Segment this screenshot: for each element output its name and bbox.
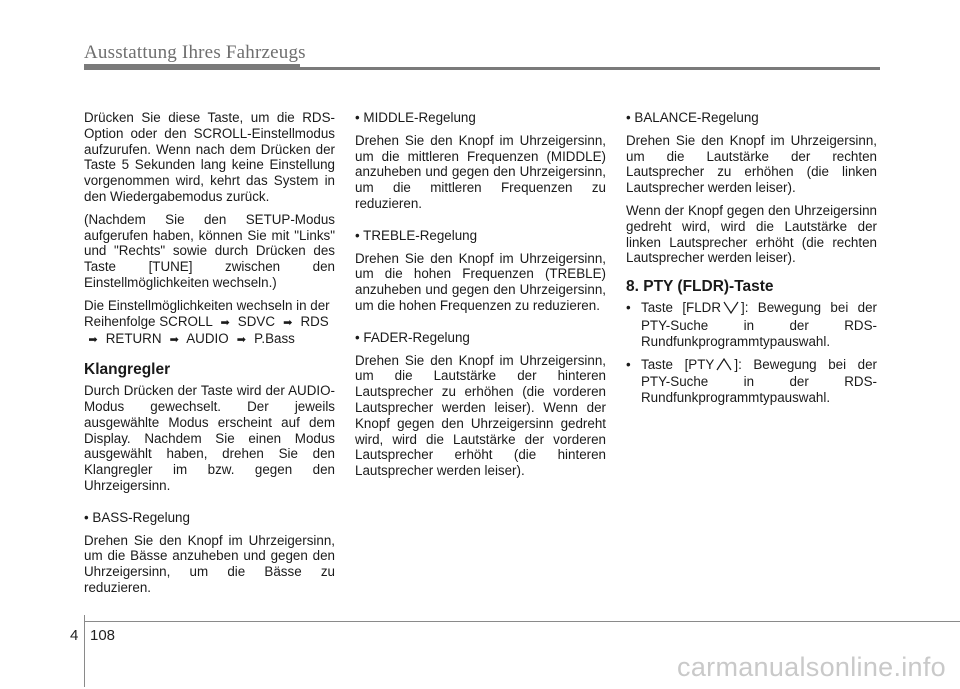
- footer-vertical-rule: [84, 615, 85, 687]
- column-middle: [355, 110, 606, 486]
- item-tail: ]: Bewegung bei der PTY-Suche in der RDS-Rundfunkprogrammtypauswahl.: [641, 356, 877, 406]
- pty-list: [626, 300, 877, 406]
- paragraph-balance-2: Wenn der Knopf gegen den Uhrzeigersinn gedreht wird, wird die Lautstärke der linken Lautsprecher erhöht (die rechten Lautsprecher werden leiser).: [626, 202, 877, 266]
- page-title: Ausstattung Ihres Fahrzeugs: [84, 42, 306, 63]
- item-tail: ]: Bewegung bei der PTY-Suche in der RDS-Rundfunkprogrammtypauswahl.: [641, 300, 877, 349]
- chevron-up-icon: [716, 358, 732, 375]
- chevron-down-icon: [723, 301, 739, 318]
- sequence-item: P.Bass: [254, 331, 295, 347]
- paragraph-middle: Drehen Sie den Knopf im Uhrzeigersinn, um die mittleren Frequenzen (MIDDLE) anzuheben und gegen den Uhrzeigersinn, um die mittleren Frequenzen zu reduzieren.: [355, 132, 606, 211]
- watermark: carmanualsonline.info: [677, 652, 946, 682]
- paragraph-setup-note: (Nachdem Sie den SETUP-Modus aufgerufen haben, können Sie mit "Links" und "Rechts" sowie durch Drücken des Taste [TUNE] zwischen den Einstellmöglichkeiten wechseln.): [84, 211, 335, 290]
- arrow-right-icon: ➡: [88, 334, 98, 347]
- label-treble: • TREBLE-Regelung: [355, 227, 478, 243]
- footer-horizontal-rule: [84, 621, 960, 622]
- bullet: •: [626, 356, 631, 372]
- label-middle: • MIDDLE-Regelung: [355, 110, 476, 125]
- paragraph-rds-intro: Drücken Sie diese Taste, um die RDS-Option oder den SCROLL-Einstellmodus aufzurufen. Wenn nach dem Drücken der Taste 5 Sekunden lang keine Einstellung vorgenommen wird, kehrt das System in den Wiedergabemodus zurück.: [84, 110, 335, 204]
- paragraph-bass: Drehen Sie den Knopf im Uhrzeigersinn, um die Bässe anzuheben und gegen den Uhrzeigersinn, um die Bässe zu reduzieren.: [84, 532, 335, 595]
- sequence-item: AUDIO: [186, 331, 229, 347]
- sequence-item: RETURN: [105, 331, 162, 347]
- sequence-item: RDS: [300, 313, 329, 329]
- paragraph-treble: Drehen Sie den Knopf im Uhrzeigersinn, um die hohen Frequenzen (TREBLE) anzuheben und gegen den Uhrzeigersinn, um die hohen Frequenzen zu reduzieren.: [355, 250, 606, 313]
- sequence-item: SCROLL: [159, 313, 213, 329]
- label-fader: • FADER-Regelung: [355, 329, 470, 345]
- sequence-lead: Die Einstellmöglichkeiten wechseln in der Reihenfolge: [84, 297, 330, 329]
- arrow-right-icon: ➡: [236, 334, 247, 347]
- column-right: [626, 110, 877, 413]
- bullet: •: [626, 300, 631, 316]
- list-item: [626, 300, 877, 349]
- arrow-right-icon: ➡: [169, 334, 179, 347]
- heading-pty: 8. PTY (FLDR)-Taste: [626, 278, 774, 296]
- header-rule: [84, 67, 880, 70]
- item-lead: Taste [FLDR: [641, 300, 722, 316]
- sequence-item: SDVC: [237, 313, 275, 329]
- arrow-right-icon: ➡: [220, 316, 230, 329]
- paragraph-balance: Drehen Sie den Knopf im Uhrzeigersinn, um die Lautstärke der rechten Lautsprecher zu erhöhen (die linken Lautsprecher werden leiser).: [626, 132, 877, 196]
- column-left: [84, 110, 335, 603]
- label-bass: • BASS-Regelung: [84, 509, 190, 525]
- item-lead: Taste [PTY: [641, 356, 715, 372]
- label-balance: • BALANCE-Regelung: [626, 110, 759, 125]
- chapter-number: 4: [70, 627, 79, 644]
- paragraph-klangregler: Durch Drücken der Taste wird der AUDIO-Modus gewechselt. Der jeweils ausgewählte Modus erscheint auf dem Display. Nachdem Sie einen Modus ausgewählt haben, drehen Sie den Klangregler im bzw. gegen den Uhrzeigersinn.: [84, 383, 335, 493]
- paragraph-fader: Drehen Sie den Knopf im Uhrzeigersinn, um die Lautstärke der hinteren Lautsprecher zu erhöhen (die vorderen Lautsprecher werden leiser). Wenn der Knopf gegen den Uhrzeigersinn gedreht wird, wird die Lautstärke der vorderen Lautsprecher erhöht (die hinteren Lautsprecher werden leiser).: [355, 352, 606, 479]
- page-number: 108: [90, 627, 116, 644]
- list-item: [626, 357, 877, 406]
- paragraph-sequence: [84, 298, 335, 349]
- arrow-right-icon: ➡: [283, 316, 293, 329]
- heading-klangregler: Klangregler: [84, 361, 171, 379]
